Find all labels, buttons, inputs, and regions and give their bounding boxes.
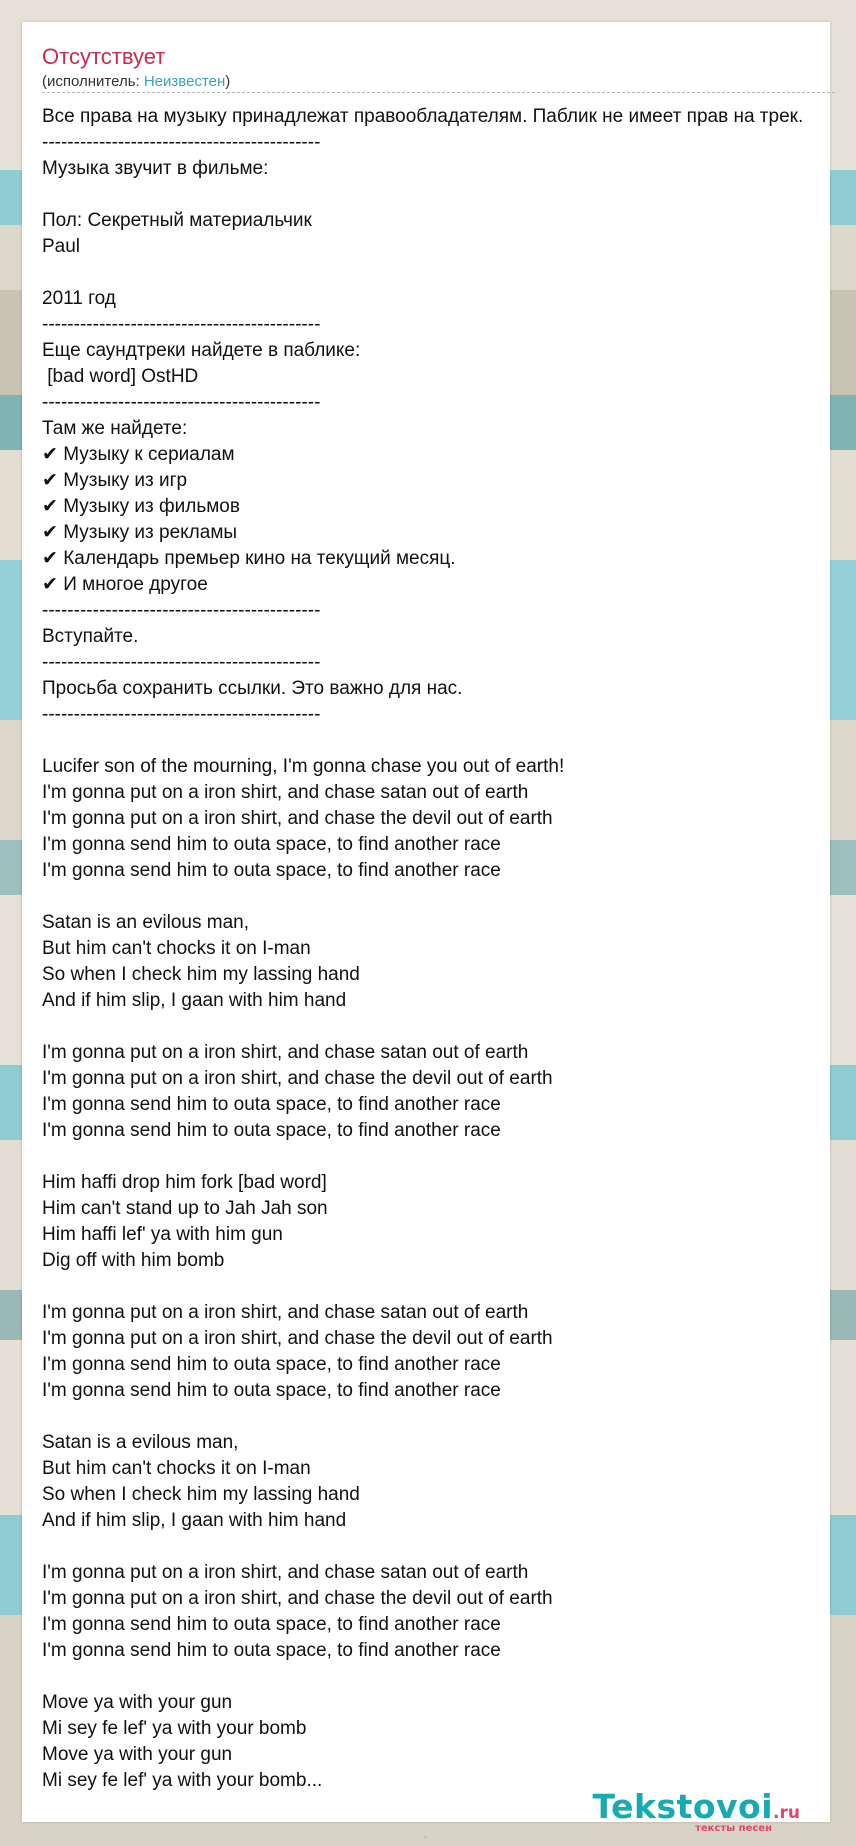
title-divider: [42, 92, 835, 93]
lyric-line: I'm gonna put on a iron shirt, and chase satan out of earth: [42, 1302, 529, 1323]
lyric-line: Музыка звучит в фильме:: [42, 158, 269, 179]
lyric-line: Him can't stand up to Jah Jah son: [42, 1198, 328, 1219]
lyric-line: Paul: [42, 236, 81, 257]
logo-tld: .ru: [773, 1803, 800, 1823]
lyric-line: I'm gonna send him to outa space, to find another race: [42, 1354, 501, 1375]
artist-prefix: (исполнитель:: [42, 73, 144, 90]
lyric-line: I'm gonna put on a iron shirt, and chase the devil out of earth: [42, 1328, 553, 1349]
lyric-line: I'm gonna put on a iron shirt, and chase the devil out of earth: [42, 1588, 553, 1609]
lyric-line: --------------------------------------------: [42, 132, 321, 153]
lyric-line: And if him slip, I gaan with him hand: [42, 1510, 347, 1531]
lyric-line: ✔ Музыку из игр: [42, 470, 188, 491]
lyric-line: --------------------------------------------: [42, 652, 321, 673]
lyric-line: Вступайте.: [42, 626, 139, 647]
lyric-line: I'm gonna send him to outa space, to find another race: [42, 834, 501, 855]
lyric-line: ✔ Календарь премьер кино на текущий месяц.: [42, 548, 456, 569]
lyric-line: Him haffi drop him fork [bad word]: [42, 1172, 327, 1193]
logo-tagline: тексты песен: [695, 1823, 772, 1834]
lyric-line: ✔ И многое другое: [42, 574, 208, 595]
lyric-line: But him can't chocks it on I-man: [42, 1458, 311, 1479]
lyric-line: --------------------------------------------: [42, 600, 321, 621]
lyric-line: Satan is a evilous man,: [42, 1432, 239, 1453]
lyric-line: Пол: Секретный материальчик: [42, 210, 312, 231]
lyric-line: So when I check him my lassing hand: [42, 964, 360, 985]
lyric-line: --------------------------------------------: [42, 392, 321, 413]
lyric-line: Там же найдете:: [42, 418, 188, 439]
lyric-line: ✔ Музыку к сериалам: [42, 444, 235, 465]
lyric-line: Mi sey fe lef' ya with your bomb: [42, 1718, 307, 1739]
lyric-line: Lucifer son of the mourning, I'm gonna chase you out of earth!: [42, 756, 565, 777]
lyric-line: But him can't chocks it on I-man: [42, 938, 311, 959]
lyric-line: [bad word] OstHD: [42, 366, 199, 387]
lyric-line: Dig off with him bomb: [42, 1250, 225, 1271]
lyric-line: Him haffi lef' ya with him gun: [42, 1224, 283, 1245]
lyric-line: I'm gonna put on a iron shirt, and chase satan out of earth: [42, 1562, 529, 1583]
lyric-line: I'm gonna put on a iron shirt, and chase the devil out of earth: [42, 808, 553, 829]
artist-line: [42, 73, 230, 90]
lyric-line: I'm gonna send him to outa space, to find another race: [42, 1094, 501, 1115]
lyric-line: Satan is an evilous man,: [42, 912, 250, 933]
lyric-line: Mi sey fe lef' ya with your bomb...: [42, 1770, 323, 1791]
page-bottom-mark: -: [424, 1832, 428, 1843]
lyric-line: Все права на музыку принадлежат правообладателям. Паблик не имеет прав на трек.: [42, 106, 804, 127]
lyric-line: Move ya with your gun: [42, 1744, 233, 1765]
artist-suffix: ): [225, 73, 231, 90]
lyric-line: 2011 год: [42, 288, 116, 309]
lyric-line: --------------------------------------------: [42, 314, 321, 335]
lyric-line: I'm gonna put on a iron shirt, and chase satan out of earth: [42, 1042, 529, 1063]
lyric-line: --------------------------------------------: [42, 704, 321, 725]
lyric-line: So when I check him my lassing hand: [42, 1484, 360, 1505]
lyric-line: And if him slip, I gaan with him hand: [42, 990, 347, 1011]
site-logo[interactable]: [592, 1787, 801, 1834]
lyric-line: I'm gonna send him to outa space, to find another race: [42, 1614, 501, 1635]
lyrics-text: [42, 104, 803, 1794]
lyrics-card: [22, 22, 830, 1834]
lyric-line: Еще саундтреки найдете в паблике:: [42, 340, 361, 361]
lyric-line: Move ya with your gun: [42, 1692, 233, 1713]
song-title: Отсутствует: [42, 44, 166, 69]
logo-name: Tekstovoi: [592, 1787, 774, 1826]
lyric-line: ✔ Музыку из фильмов: [42, 496, 240, 517]
lyric-line: I'm gonna send him to outa space, to find another race: [42, 1380, 501, 1401]
lyric-line: ✔ Музыку из рекламы: [42, 522, 238, 543]
lyric-line: I'm gonna send him to outa space, to find another race: [42, 1120, 501, 1141]
lyric-line: I'm gonna send him to outa space, to find another race: [42, 1640, 501, 1661]
lyric-line: Просьба сохранить ссылки. Это важно для нас.: [42, 678, 463, 699]
lyric-line: I'm gonna put on a iron shirt, and chase the devil out of earth: [42, 1068, 553, 1089]
artist-link[interactable]: Неизвестен: [143, 73, 226, 90]
lyric-line: I'm gonna send him to outa space, to find another race: [42, 860, 501, 881]
lyric-line: I'm gonna put on a iron shirt, and chase satan out of earth: [42, 782, 529, 803]
